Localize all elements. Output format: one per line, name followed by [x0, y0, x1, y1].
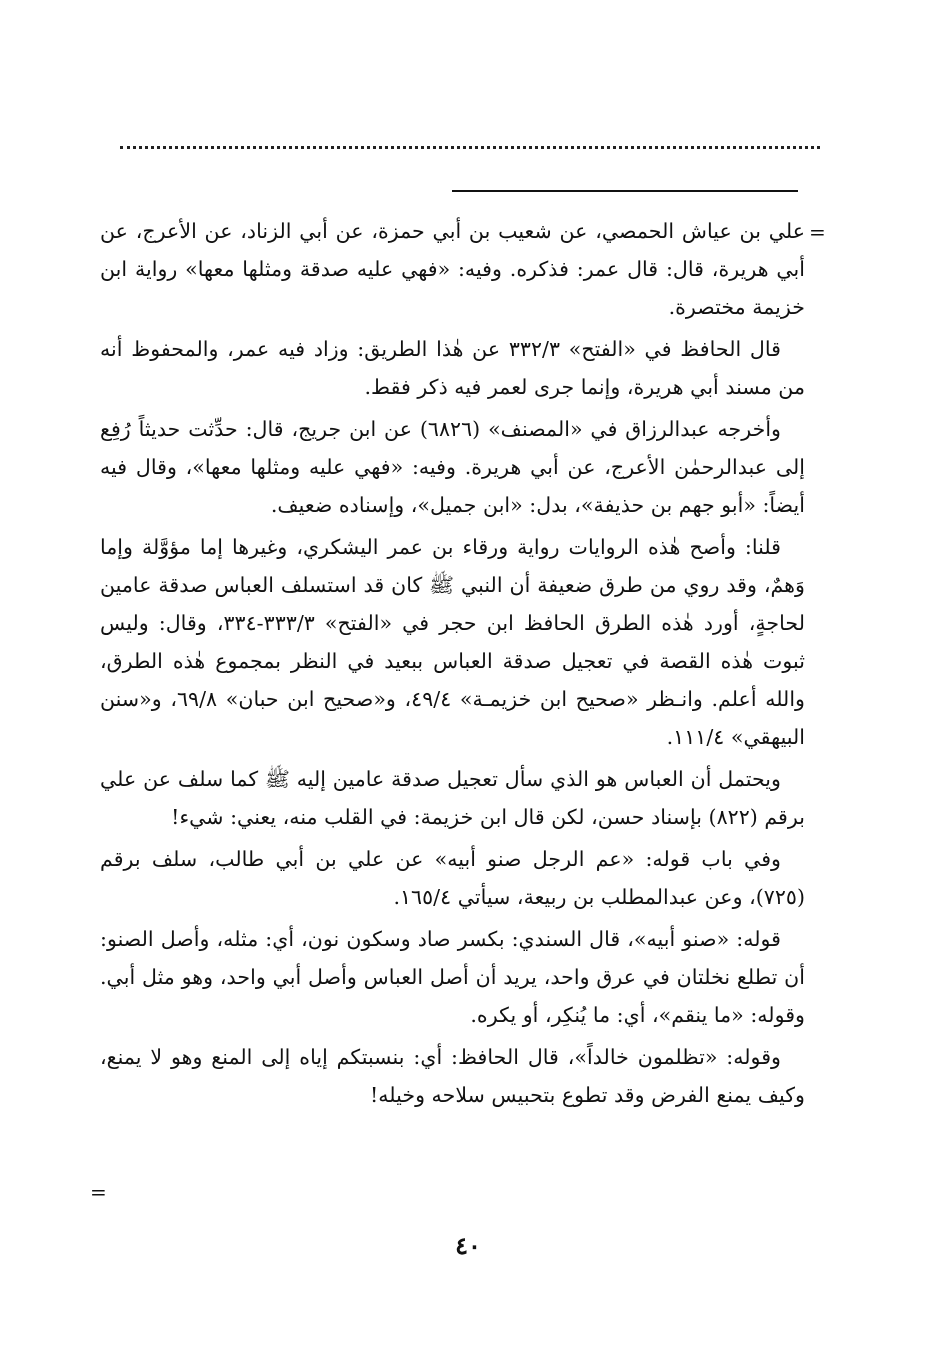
paragraph-3: وأخرجه عبدالرزاق في «المصنف» (٦٨٢٦) عن ابن جريج، قال: حدِّثت حديثاً رُفِع إلى عبدالرحمٰن الأعرج، عن أبي هريرة. وفيه: «فهي عليه ومثلها معها»، وقال فيه أيضاً: «أبو جهم بن حذيفة»، بدل: «ابن جميل»، وإسناده ضعيف. [100, 417, 805, 517]
paragraph-8: وقوله: «تظلمون خالداً»، قال الحافظ: أي: بنسبتكم إياه إلى المنع وهو لا يمنع، وكيف يمنع الفرض وقد تطوع بتحبيس سلاحه وخيله! [100, 1045, 805, 1107]
paragraph-2: قال الحافظ في «الفتح» ٣٣٢/٣ عن هٰذا الطريق: وزاد فيه عمر، والمحفوظ أنه من مسند أبي هريرة، وإنما جرى لعمر فيه ذكر فقط. [100, 337, 805, 399]
dotted-separator [120, 146, 820, 159]
paragraph-1: علي بن عياش الحمصي، عن شعيب بن أبي حمزة، عن أبي الزناد، عن الأعرج، عن أبي هريرة، قال: قال عمر: فذكره. وفيه: «فهي عليه صدقة ومثلها معها» رواية ابن خزيمة مختصرة. [100, 219, 805, 319]
paragraph-5: ويحتمل أن العباس هو الذي سأل تعجيل صدقة عامين إليه ﷺ كما سلف عن علي برقم (٨٢٢) بإسناد حسن، لكن قال ابن خزيمة: في القلب منه، يعني: شيء! [100, 767, 805, 829]
page-number: ٤٠ [455, 1231, 481, 1260]
paragraph-6: وفي باب قوله: «عم الرجل صنو أبيه» عن علي بن أبي طالب، سلف برقم (٧٢٥)، وعن عبدالمطلب بن ربيعة، سيأتي ١٦٥/٤. [100, 847, 805, 909]
paragraph-7: قوله: «صنو أبيه»، قال السندي: بكسر صاد وسكون نون، أي: مثله، وأصل الصنو: أن تطلع نخلتان في عرق واحد، يريد أن أصل العباس وأصل أبي واحد، وهو مثل أبي. وقوله: «ما ينقم»، أي: ما يُنكِر، أو يكره. [100, 927, 805, 1027]
footnote-text [100, 212, 805, 1118]
paragraph-4: قلنا: وأصح هٰذه الروايات رواية ورقاء بن عمر اليشكري، وغيرها إما مؤوَّلة وإما وَهمٌ، وقد روي من طرق ضعيفة أن النبي ﷺ كان قد استسلف العباس صدقة عامين لحاجةٍ، أورد هٰذه الطرق الحافظ ابن حجر في «الفتح» ٣٣٣/٣-٣٣٤، وقال: وليس ثبوت هٰذه القصة في تعجيل صدقة العباس ببعيد في النظر بمجموع هٰذه الطرق، والله أعلم. وانـظر «صحيح ابن خزيمـة» ٤٩/٤، و«صحيح ابن حبان» ٦٩/٨، و«سنن البيهقي» ١١١/٤. [100, 535, 805, 749]
continuation-mark-top: = [809, 220, 826, 244]
footnote-rule [452, 190, 798, 192]
continuation-mark-bottom: = [90, 1180, 107, 1204]
